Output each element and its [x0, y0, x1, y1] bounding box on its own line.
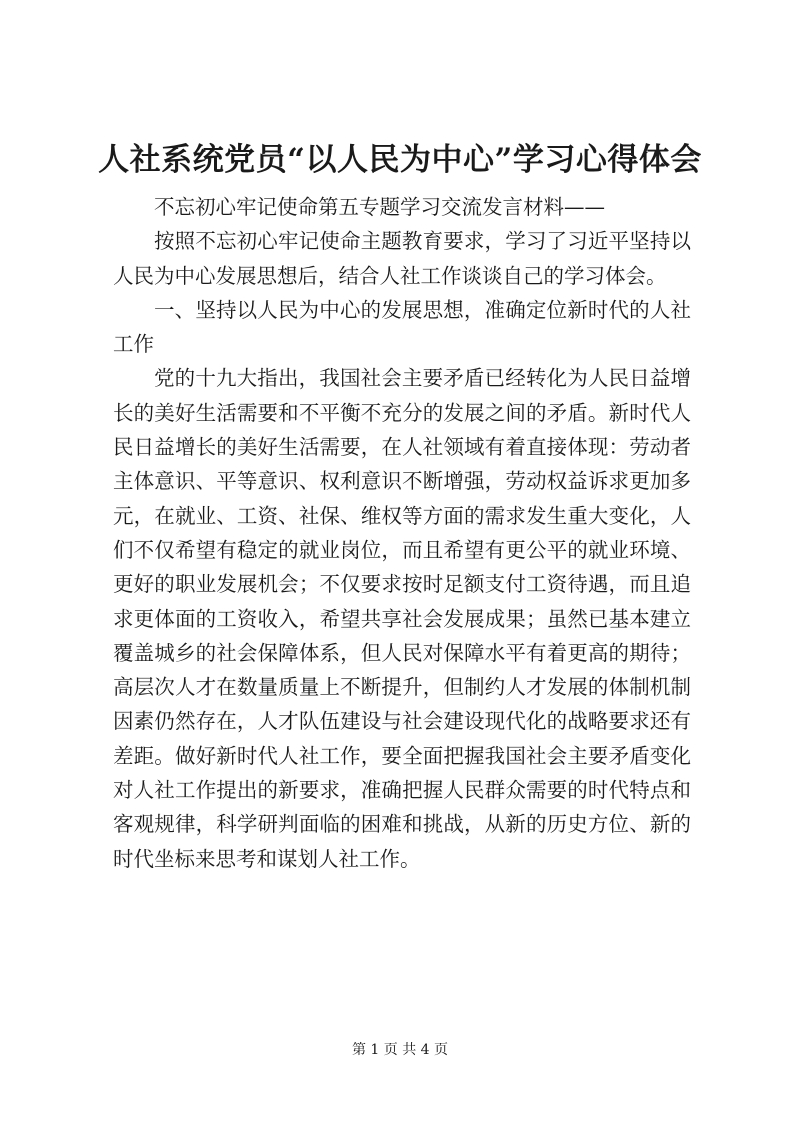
subtitle-paragraph: 不忘初心牢记使命第五专题学习交流发言材料—— [154, 195, 605, 219]
page-title: 人社系统党员“以人民为中心”学习心得体会 [98, 142, 702, 178]
page-number-footer: 第 1 页 共 4 页 [351, 1042, 449, 1058]
intro-paragraph: 按照不忘初心牢记使命主题教育要求，学习了习近平坚持以人民为中心发展思想后，结合人社工作谈谈自己的学习体会。 [113, 229, 691, 288]
document-body [113, 190, 691, 876]
section-heading: 一、坚持以人民为中心的发展思想，准确定位新时代的人社工作 [113, 297, 691, 357]
body-paragraph: 党的十九大指出，我国社会主要矛盾已经转化为人民日益增长的美好生活需要和不平衡不充分的发展之间的矛盾。新时代人民日益增长的美好生活需要，在人社领域有着直接体现：劳动者主体意识、平等意识、权利意识不断增强，劳动权益诉求更加多元，在就业、工资、社保、维权等方面的需求发生重大变化，人们不仅希望有稳定的就业岗位，而且希望有更公平的就业环境、更好的职业发展机会；不仅要求按时足额支付工资待遇，而且追求更体面的工资收入，希望共享社会发展成果；虽然已基本建立覆盖城乡的社会保障体系，但人民对保障水平有着更高的期待；高层次人才在数量质量上不断提升，但制约人才发展的体制机制因素仍然存在，人才队伍建设与社会建设现代化的战略要求还有差距。做好新时代人社工作，要全面把握我国社会主要矛盾变化对人社工作提出的新要求，准确把握人民群众需要的时代特点和客观规律，科学研判面临的困难和挑战，从新的历史方位、新的时代坐标来思考和谋划人社工作。 [113, 366, 691, 871]
